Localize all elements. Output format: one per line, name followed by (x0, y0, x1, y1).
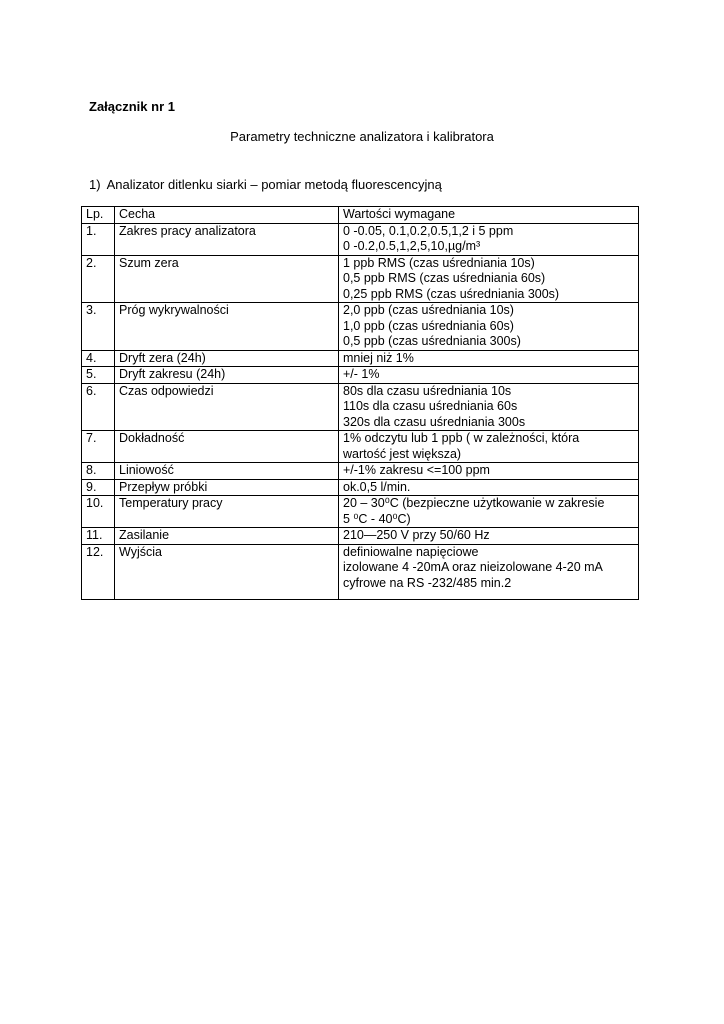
section-heading (89, 177, 442, 192)
cell-wartosci (339, 303, 639, 351)
value-line: 1 ppb RMS (czas uśredniania 10s) (343, 255, 535, 270)
document-title (0, 129, 724, 144)
table-row (82, 528, 639, 545)
cell-cecha: Zasilanie (115, 528, 339, 545)
table-row (82, 223, 639, 255)
value-line: cyfrowe na RS -232/485 min.2 (343, 575, 512, 590)
header-lp: Lp. (82, 207, 115, 224)
value-line: wartość jest większa) (343, 446, 462, 461)
cell-lp: 6. (82, 383, 115, 431)
cell-wartosci (339, 479, 639, 496)
cell-wartosci (339, 223, 639, 255)
value-line: 20 – 30⁰C (bezpieczne użytkowanie w zakresie (343, 496, 605, 510)
value-line: 80s dla czasu uśredniania 10s (343, 383, 512, 398)
cell-cecha: Zakres pracy analizatora (115, 223, 339, 255)
value-line: mniej niż 1% (343, 350, 414, 365)
table-row (82, 367, 639, 384)
table-row (82, 463, 639, 480)
cell-lp: 10. (82, 496, 115, 528)
cell-cecha: Dryft zera (24h) (115, 350, 339, 367)
cell-wartosci (339, 255, 639, 303)
cell-cecha: Wyjścia (115, 544, 339, 599)
value-line: izolowane 4 -20mA oraz nieizolowane 4-20 mA (343, 560, 603, 574)
table-row (82, 544, 639, 599)
attachment-heading: Załącznik nr 1 (89, 99, 175, 114)
cell-cecha: Dryft zakresu (24h) (115, 367, 339, 384)
cell-lp: 3. (82, 303, 115, 351)
cell-cecha: Szum zera (115, 255, 339, 303)
value-line: 5 ⁰C - 40⁰C) (343, 511, 411, 526)
table-row (82, 479, 639, 496)
cell-lp: 12. (82, 544, 115, 599)
table-row (82, 303, 639, 351)
cell-lp: 11. (82, 528, 115, 545)
cell-wartosci (339, 367, 639, 384)
cell-lp: 5. (82, 367, 115, 384)
cell-wartosci (339, 496, 639, 528)
cell-cecha: Próg wykrywalności (115, 303, 339, 351)
value-line: definiowalne napięciowe (343, 544, 479, 559)
cell-lp: 8. (82, 463, 115, 480)
cell-wartosci (339, 431, 639, 463)
table-body (82, 223, 639, 599)
cell-lp: 2. (82, 255, 115, 303)
header-cecha: Cecha (115, 207, 339, 224)
cell-wartosci (339, 528, 639, 545)
cell-cecha: Przepływ próbki (115, 479, 339, 496)
section-number: 1) (89, 177, 101, 192)
cell-lp: 4. (82, 350, 115, 367)
cell-wartosci (339, 383, 639, 431)
document-title-text: Parametry techniczne analizatora i kalibratora (230, 129, 494, 144)
cell-cecha: Temperatury pracy (115, 496, 339, 528)
value-line: ok.0,5 l/min. (343, 479, 411, 494)
value-line: 0,5 ppb RMS (czas uśredniania 60s) (343, 271, 546, 285)
cell-lp: 1. (82, 223, 115, 255)
value-line: 210—250 V przy 50/60 Hz (343, 528, 490, 542)
cell-lp: 7. (82, 431, 115, 463)
cell-wartosci (339, 350, 639, 367)
value-line: +/- 1% (343, 367, 380, 381)
table-row (82, 496, 639, 528)
table-header-row (82, 207, 639, 224)
table-row (82, 350, 639, 367)
value-line: 110s dla czasu uśredniania 60s (343, 399, 518, 413)
value-line: 1,0 ppb (czas uśredniania 60s) (343, 318, 514, 333)
parameters-table (81, 206, 639, 600)
cell-wartosci (339, 544, 639, 599)
value-line: 0,5 ppb (czas uśredniania 300s) (343, 334, 521, 348)
table-row (82, 383, 639, 431)
cell-cecha: Dokładność (115, 431, 339, 463)
cell-cecha: Czas odpowiedzi (115, 383, 339, 431)
table-row (82, 255, 639, 303)
table-row (82, 431, 639, 463)
value-line: 1% odczytu lub 1 ppb ( w zależności, która (343, 431, 580, 445)
value-line: 2,0 ppb (czas uśredniania 10s) (343, 303, 514, 317)
section-text: Analizator ditlenku siarki – pomiar metodą fluorescencyjną (106, 177, 442, 192)
cell-cecha: Liniowość (115, 463, 339, 480)
value-line: 320s dla czasu uśredniania 300s (343, 414, 526, 429)
cell-lp: 9. (82, 479, 115, 496)
cell-wartosci (339, 463, 639, 480)
value-line: 0 -0.2,0.5,1,2,5,10,µg/m³ (343, 239, 481, 253)
value-line: 0,25 ppb RMS (czas uśredniania 300s) (343, 286, 560, 301)
header-wartosci: Wartości wymagane (339, 207, 639, 224)
value-line: +/-1% zakresu <=100 ppm (343, 463, 490, 477)
value-line: 0 -0.05, 0.1,0.2,0.5,1,2 i 5 ppm (343, 223, 514, 238)
